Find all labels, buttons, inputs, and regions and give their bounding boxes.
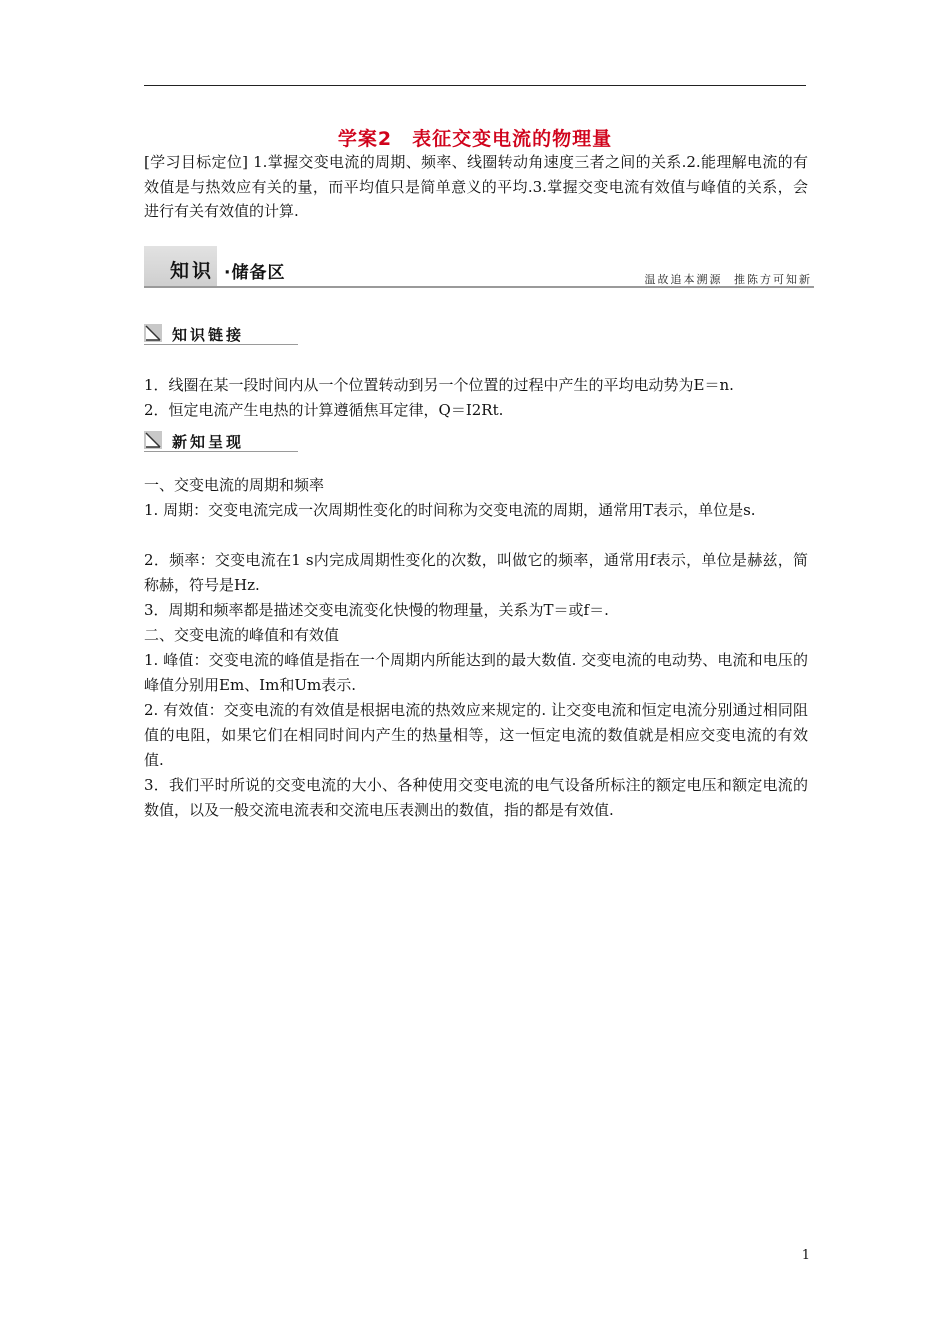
learning-objectives: [学习目标定位] 1.掌握交变电流的周期、频率、线圈转动角速度三者之间的关系.2.能理解电流的有效值是与热效应有关的量，而平均值只是简单意义的平均.3.掌握交变电流有效值与峰值的关系，会进行有关有效值的计算. (144, 153, 808, 220)
banner-underline (144, 286, 814, 288)
banner-title-main: 知识 (170, 260, 215, 282)
list-item: 1．线圈在某一段时间内从一个位置转动到另一个位置的过程中产生的平均电动势为E＝n. (144, 376, 734, 394)
section-underline (144, 344, 298, 345)
corner-triangle-icon (144, 431, 162, 449)
list-item: 2．频率：交变电流在1 s内完成周期性变化的次数，叫做它的频率，通常用f表示，单位是赫兹，简称赫，符号是Hz. (144, 551, 808, 594)
section-underline (144, 451, 298, 452)
list-item: 1. 峰值：交变电流的峰值是指在一个周期内所能达到的最大数值. 交变电流的电动势、电流和电压的峰值分别用Em、Im和Um表示. (144, 651, 808, 694)
list-item: 3．周期和频率都是描述交变电流变化快慢的物理量，关系为T＝或f＝. (144, 601, 609, 619)
header-rule (144, 85, 806, 86)
section-label: 知识链接 (172, 326, 245, 344)
section-header-knowledge-link (144, 322, 298, 346)
corner-triangle-icon (144, 324, 162, 342)
knowledge-zone-banner (144, 246, 814, 290)
banner-tagline: 温故追本溯源 推陈方可知新 (644, 273, 812, 286)
page-title: 学案2 表征交变电流的物理量 (337, 128, 613, 150)
list-item: 1. 周期：交变电流完成一次周期性变化的时间称为交变电流的周期，通常用T表示，单位是s. (144, 501, 756, 519)
subheading-peak-effective: 二、交变电流的峰值和有效值 (144, 626, 340, 644)
section-label: 新知呈现 (172, 433, 245, 451)
list-item: 2. 有效值：交变电流的有效值是根据电流的热效应来规定的. 让交变电流和恒定电流分别通过相同阻值的电阻，如果它们在相同时间内产生的热量相等，这一恒定电流的数值就是相应交变电流的有效值. (144, 701, 808, 769)
page-number: 1 (801, 1248, 810, 1263)
section-header-new-knowledge (144, 429, 298, 453)
list-item: 2．恒定电流产生电热的计算遵循焦耳定律，Q＝I2Rt. (144, 401, 504, 419)
banner-title-sub: ·储备区 (224, 263, 286, 283)
subheading-period-frequency: 一、交变电流的周期和频率 (144, 476, 325, 494)
list-item: 3．我们平时所说的交变电流的大小、各种使用交变电流的电气设备所标注的额定电压和额定电流的数值，以及一般交流电流表和交流电压表测出的数值，指的都是有效值. (144, 776, 808, 819)
